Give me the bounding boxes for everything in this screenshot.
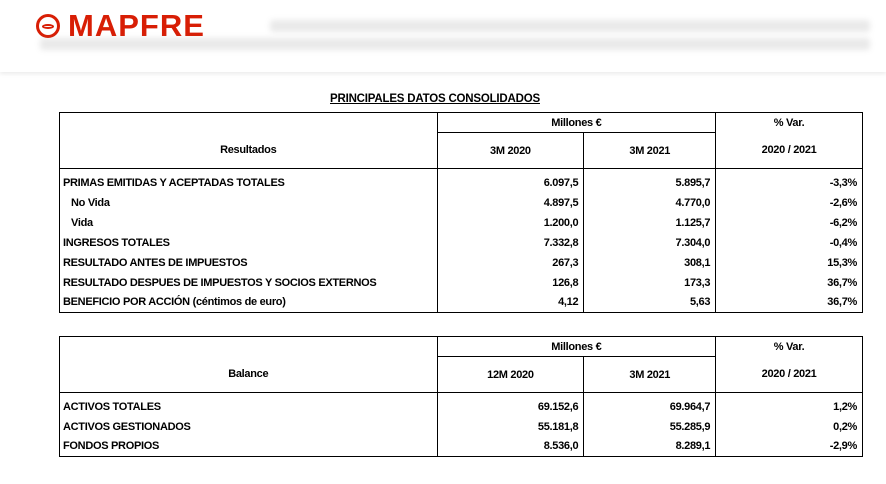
table-row xyxy=(60,417,863,437)
value-1: 55.181,8 xyxy=(437,417,584,437)
table-row xyxy=(60,293,863,313)
var-period-header: 2020 / 2021 xyxy=(716,357,863,393)
table-row xyxy=(60,253,863,273)
variation: -0,4% xyxy=(716,233,863,253)
variation: 1,2% xyxy=(716,393,863,417)
table-row xyxy=(60,213,863,233)
variation: 0,2% xyxy=(716,417,863,437)
blurred-background-text xyxy=(270,14,870,62)
value-1: 1.200,0 xyxy=(437,213,584,233)
millions-header: Millones € xyxy=(437,113,716,133)
value-1: 69.152,6 xyxy=(437,393,584,417)
row-label: RESULTADO ANTES DE IMPUESTOS xyxy=(60,253,438,273)
row-label: BENEFICIO POR ACCIÓN (céntimos de euro) xyxy=(60,293,438,313)
value-2: 4.770,0 xyxy=(584,193,716,213)
value-1: 8.536,0 xyxy=(437,437,584,457)
table-row xyxy=(60,233,863,253)
variation: -2,9% xyxy=(716,437,863,457)
col-header-2: 3M 2021 xyxy=(584,133,716,169)
value-1: 4.897,5 xyxy=(437,193,584,213)
row-label: ACTIVOS GESTIONADOS xyxy=(60,417,438,437)
site-header xyxy=(0,0,886,72)
variation: -6,2% xyxy=(716,213,863,233)
row-label: No Vida xyxy=(60,193,438,213)
variation: 36,7% xyxy=(716,273,863,293)
table-row xyxy=(60,169,863,193)
value-2: 308,1 xyxy=(584,253,716,273)
var-header: % Var. xyxy=(716,113,863,133)
table-row xyxy=(60,437,863,457)
row-label: RESULTADO DESPUES DE IMPUESTOS Y SOCIOS EXTERNOS xyxy=(60,273,438,293)
value-1: 6.097,5 xyxy=(437,169,584,193)
value-2: 5.895,7 xyxy=(584,169,716,193)
value-1: 267,3 xyxy=(437,253,584,273)
var-header: % Var. xyxy=(716,337,863,357)
variation: -3,3% xyxy=(716,169,863,193)
row-label: INGRESOS TOTALES xyxy=(60,233,438,253)
variation: 36,7% xyxy=(716,293,863,313)
row-header: Resultados xyxy=(60,133,438,169)
table-row xyxy=(60,273,863,293)
table-row xyxy=(60,393,863,417)
col-header-2: 3M 2021 xyxy=(584,357,716,393)
brand-name: MAPFRE xyxy=(68,8,205,43)
document-title: PRINCIPALES DATOS CONSOLIDADOS xyxy=(330,93,540,105)
balance-table xyxy=(59,336,863,457)
value-2: 1.125,7 xyxy=(584,213,716,233)
var-period-header: 2020 / 2021 xyxy=(716,133,863,169)
mapfre-logo-icon xyxy=(36,14,60,38)
value-2: 7.304,0 xyxy=(584,233,716,253)
value-1: 4,12 xyxy=(437,293,584,313)
value-1: 7.332,8 xyxy=(437,233,584,253)
value-2: 55.285,9 xyxy=(584,417,716,437)
variation: 15,3% xyxy=(716,253,863,273)
row-label: ACTIVOS TOTALES xyxy=(60,393,438,417)
millions-header: Millones € xyxy=(437,337,716,357)
value-2: 8.289,1 xyxy=(584,437,716,457)
header-blank xyxy=(60,337,438,357)
results-table xyxy=(59,112,863,313)
row-header: Balance xyxy=(60,357,438,393)
col-header-1: 12M 2020 xyxy=(437,357,584,393)
table-row xyxy=(60,193,863,213)
value-1: 126,8 xyxy=(437,273,584,293)
header-blank xyxy=(60,113,438,133)
value-2: 69.964,7 xyxy=(584,393,716,417)
col-header-1: 3M 2020 xyxy=(437,133,584,169)
row-label: PRIMAS EMITIDAS Y ACEPTADAS TOTALES xyxy=(60,169,438,193)
row-label: Vida xyxy=(60,213,438,233)
value-2: 173,3 xyxy=(584,273,716,293)
variation: -2,6% xyxy=(716,193,863,213)
value-2: 5,63 xyxy=(584,293,716,313)
row-label: FONDOS PROPIOS xyxy=(60,437,438,457)
